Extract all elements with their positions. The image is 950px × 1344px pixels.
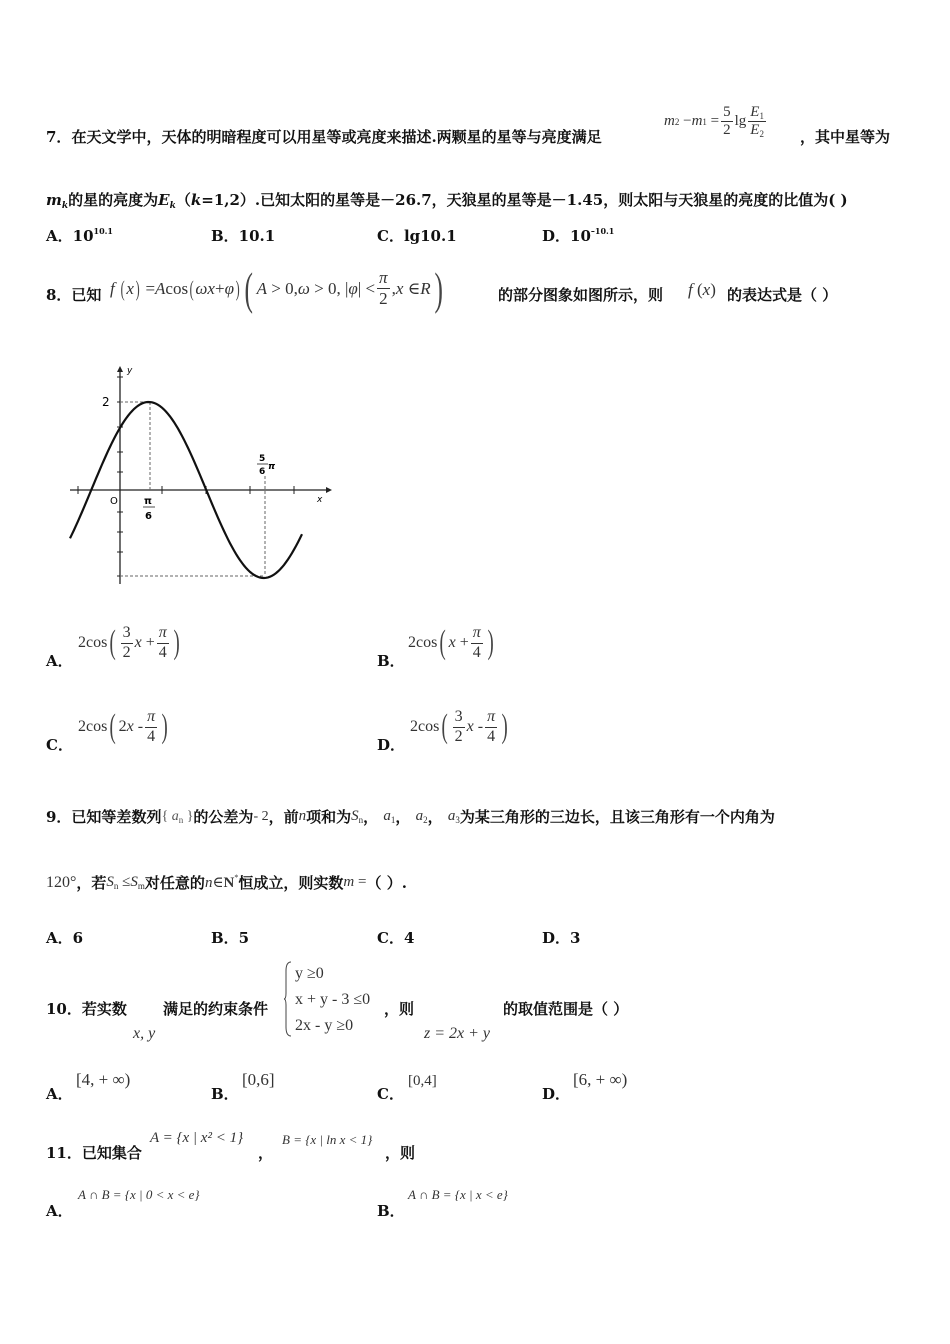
q10-text3: 的取值范围是（ ） [503, 1000, 629, 1018]
graph-x-tick-6b: 6 [259, 467, 266, 477]
q9-line2: 120° ，若 $S_n \le S_m$ 对任意的 n∈N* 恒成立，则实数 m = （ ）. [46, 873, 407, 892]
q7-formula: m 2 − m 1 = $\frac{5}{2}$ lg $\frac{E_1}{E_2}$ [664, 104, 764, 140]
q10-text1: 满足的约束条件 [163, 1000, 269, 1018]
q8-text-end: 的表达式是（ ） [727, 286, 838, 304]
graph-x-tick-6: 6 [145, 511, 152, 522]
q7-line1 [46, 126, 602, 147]
graph-x-tick-5: 5 [259, 454, 266, 464]
q7-line2: $m_k$的星的亮度为$E_k(k=1,2)$.已知太阳的星等是－26.7，天狼星的星等是－1.45，则太阳与天狼星的亮度的比值为( ) [46, 191, 848, 211]
q10-option-b[interactable]: [0,6] [242, 1070, 275, 1089]
q11-number: 11．已知集合 [46, 1144, 142, 1162]
q8-graph [64, 362, 334, 592]
q10-constraint-2: x + y - 3 ≤0 [295, 991, 371, 1008]
q9-option-c[interactable]: C．4 [377, 929, 415, 947]
q9-option-a[interactable]: A．6 [46, 929, 84, 947]
q10-number: 10．若实数 [46, 1000, 127, 1018]
graph-origin: O [110, 496, 118, 507]
q7-line2-pre: 的星的亮度为 [68, 191, 159, 209]
q11-option-a-label[interactable]: A． [46, 1202, 73, 1220]
graph-x-arrow [326, 487, 332, 493]
q10-option-a[interactable]: [4, + ∞) [76, 1070, 131, 1089]
q8-option-a[interactable]: 2cos ( $\frac{3}{2}$ x + $\frac{\pi}{4}$ ) [78, 624, 180, 661]
graph-y-arrow [117, 366, 123, 372]
q7-option-c[interactable]: C．lg10.1 [377, 227, 457, 245]
q9-option-d[interactable]: D．3 [542, 929, 581, 947]
q8-text-after: 的部分图象如图所示，则 [498, 286, 664, 304]
q10-objective: z = 2x + y [424, 1025, 491, 1042]
q8-option-c-label[interactable]: C． [46, 736, 73, 754]
q10-option-d-label[interactable]: D． [542, 1085, 571, 1103]
q11-option-b[interactable]: A ∩ B = {x | x < e} [408, 1187, 508, 1202]
q7-line2-mid: （ [175, 191, 191, 209]
q8-option-d-label[interactable]: D． [377, 736, 406, 754]
q8-option-b-label[interactable]: B． [377, 652, 405, 670]
q10-option-d[interactable]: [6, + ∞) [573, 1070, 628, 1089]
q11-line [46, 1142, 142, 1163]
q11-text-end: ，则 [385, 1144, 416, 1162]
q10-constraint-1: y ≥0 [295, 965, 324, 982]
graph-x-label: x [317, 495, 323, 505]
q11-comma: ， [258, 1144, 274, 1162]
q9-option-b[interactable]: B．5 [211, 929, 250, 947]
q7-option-d[interactable]: D．$10^{-10.1}$ [542, 226, 615, 245]
q8-fx: f (x) [688, 280, 716, 299]
q7-text1: 在天文学中，天体的明暗程度可以用星等或亮度来描述.两颗星的星等与亮度满足 [71, 128, 602, 146]
q9-line1: 9．已知等差数列 { $a_n$ } 的公差为 - 2 ，前 n 项和为 $S_n$ ， $a_1$ ， $a_2$ ， $a_3$ 为某三角形的三边长，且该三角形有一个内角为 [46, 808, 775, 826]
q8-option-d[interactable]: 2cos ( $\frac{3}{2}$ x - $\frac{\pi}{4}$ ) [410, 708, 508, 745]
graph-x-tick-pi: π [144, 496, 152, 507]
q10-option-c[interactable]: [0,4] [408, 1073, 437, 1089]
q8-option-b[interactable]: 2cos ( x + $\frac{\pi}{4}$ ) [408, 624, 494, 661]
q10-constraints [284, 961, 370, 1039]
q10-brace [284, 961, 292, 1037]
q10-constraint-3: 2x - y ≥0 [295, 1017, 354, 1034]
q10-text2: ，则 [384, 1000, 415, 1018]
q8-option-c[interactable]: 2cos ( 2 x - $\frac{\pi}{4}$ ) [78, 708, 168, 745]
q7-text2: ，其中星等为 [800, 128, 891, 146]
graph-y-label: y [127, 366, 133, 376]
q8-intro: 8．已知 [46, 286, 102, 304]
q11-set-a: A = {x | x² < 1} [150, 1130, 244, 1146]
q10-vars: x, y [133, 1025, 156, 1042]
q10-option-a-label[interactable]: A． [46, 1085, 73, 1103]
graph-y-tick-2: 2 [102, 395, 110, 409]
q11-option-a[interactable]: A ∩ B = {x | 0 < x < e} [78, 1187, 200, 1202]
q11-set-b: B = {x | ln x < 1} [282, 1132, 373, 1147]
q10-option-c-label[interactable]: C． [377, 1085, 404, 1103]
q10-option-b-label[interactable]: B． [211, 1085, 239, 1103]
q8-function-def: f ( x ) = A cos ( ωx + φ ) ( A > 0, ω > 0, | φ | < $\frac{\pi}{2}$ , x ∈ R ) [110, 263, 443, 314]
q7-option-a[interactable]: A．$10^{10.1}$ [46, 226, 113, 245]
q7-option-b[interactable]: B．10.1 [211, 227, 276, 245]
q7-number: 7． [46, 128, 72, 146]
q8-option-a-label[interactable]: A． [46, 652, 73, 670]
q11-option-b-label[interactable]: B． [377, 1202, 405, 1220]
q7-line2-rest: =1,2）.已知太阳的星等是－26.7，天狼星的星等是－1.45，则太阳与天狼星的亮度的比值为( ) [201, 191, 848, 209]
graph-x-tick-pi-b: π [268, 462, 276, 472]
